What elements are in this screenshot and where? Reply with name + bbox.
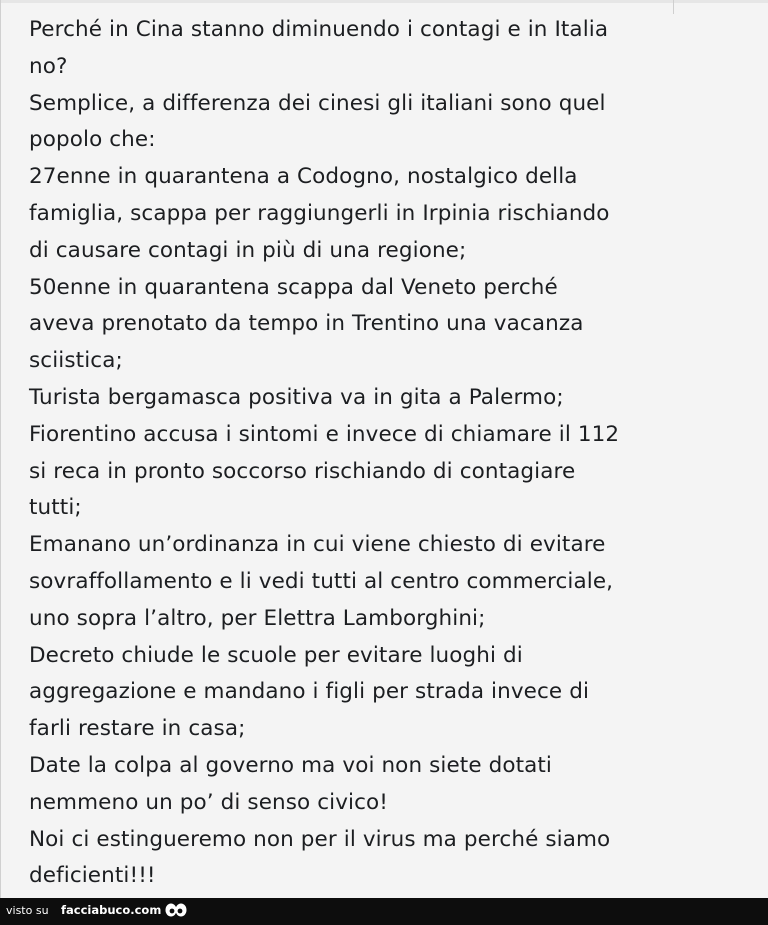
post-text [29, 12, 741, 895]
post-line: Noi ci estingueremo non per il virus ma perché siamo [29, 826, 611, 852]
post-line: sovraffollamento e li vedi tutti al centro commerciale, [29, 568, 614, 594]
post-line: 27enne in quarantena a Codogno, nostalgico della [29, 164, 578, 190]
post-line: farli restare in casa; [29, 716, 246, 742]
post-line: Semplice, a differenza dei cinesi gli italiani sono quel [29, 90, 606, 116]
post-line: nemmeno un po’ di senso civico! [29, 789, 389, 815]
post-line: di causare contagi in più di una regione; [29, 237, 467, 263]
post-line: aveva prenotato da tempo in Trentino una vacanza [29, 311, 584, 337]
watermark-bar [0, 898, 768, 925]
post-line: 50enne in quarantena scappa dal Veneto perché [29, 274, 558, 300]
post-line: si reca in pronto soccorso rischiando di contagiare [29, 458, 576, 484]
post-line: uno sopra l’altro, per Elettra Lamborghini; [29, 605, 486, 631]
eyes-icon [164, 902, 188, 920]
post-line: aggregazione e mandano i figli per strada invece di [29, 679, 590, 705]
top-divider [1, 0, 768, 3]
post-line: Turista bergamasca positiva va in gita a Palermo; [29, 384, 564, 410]
post-line: no? [29, 53, 68, 79]
post-line: Fiorentino accusa i sintomi e invece di chiamare il 112 [29, 421, 620, 447]
post-line: Perché in Cina stanno diminuendo i contagi e in Italia [29, 17, 609, 42]
post-line: tutti; [29, 495, 82, 521]
watermark-site-link[interactable]: facciabuco.com [61, 903, 162, 917]
post-line: popolo che: [29, 127, 156, 153]
post-line: Decreto chiude le scuole per evitare luoghi di [29, 642, 523, 668]
post-line: deficienti!!! [29, 863, 156, 889]
post-line: sciistica; [29, 348, 123, 374]
post-line: famiglia, scappa per raggiungerli in Irpinia rischiando [29, 200, 610, 226]
post-line: Emanano un’ordinanza in cui viene chiesto di evitare [29, 532, 606, 558]
watermark-prefix: visto su [6, 904, 49, 917]
post-line: Date la colpa al governo ma voi non siete dotati [29, 752, 553, 778]
